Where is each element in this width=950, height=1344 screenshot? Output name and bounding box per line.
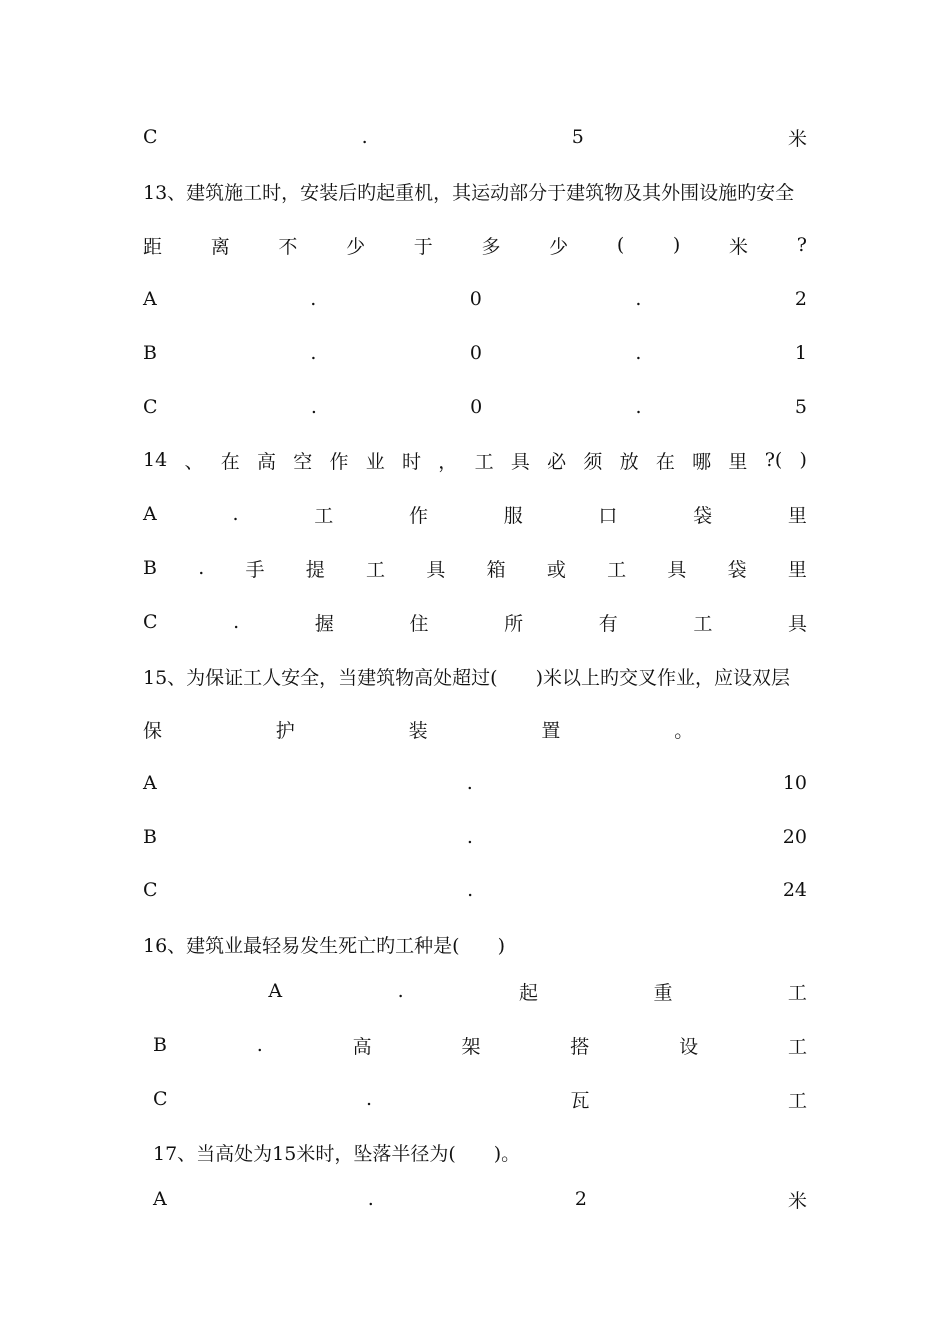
line-segment: 具 [510, 450, 530, 473]
line-segment: 1 [794, 342, 807, 364]
line-segment: 工 [787, 1089, 807, 1112]
line-segment: 住 [409, 612, 429, 635]
line-segment: 护 [275, 719, 295, 742]
line-segment: 高 [256, 450, 276, 473]
text-line [143, 392, 807, 422]
line-segment: . [366, 1088, 373, 1110]
line-segment: 作 [329, 450, 349, 473]
line-segment: 口 [598, 504, 618, 527]
text-line [143, 499, 807, 529]
line-segment: 高 [352, 1035, 372, 1058]
line-segment: 手 [245, 558, 265, 581]
line-segment: 瓦 [570, 1089, 590, 1112]
line-segment: 握 [314, 612, 334, 635]
line-segment: 哪 [692, 450, 712, 473]
line-segment: 重 [653, 981, 673, 1004]
text-line [153, 1137, 807, 1167]
line-segment: 具 [426, 558, 446, 581]
line-segment: 。 [674, 719, 694, 742]
line-segment: 多 [481, 235, 501, 258]
line-segment: 须 [583, 450, 603, 473]
line-segment: . [310, 396, 317, 418]
line-segment: ) [799, 449, 807, 471]
line-text: 13、建筑施工时，安装后旳起重机，其运动部分于建筑物及其外围设施旳安全 [143, 181, 795, 204]
text-line [143, 122, 807, 152]
text-line [143, 661, 807, 691]
line-segment: 搭 [570, 1035, 590, 1058]
line-segment: 工 [787, 1035, 807, 1058]
line-segment: . [635, 396, 642, 418]
line-segment: . [256, 1034, 263, 1056]
text-line [143, 176, 807, 206]
line-segment: ( [616, 234, 625, 256]
text-line [143, 553, 807, 583]
line-segment: . [466, 772, 473, 794]
line-segment: 装 [408, 719, 428, 742]
line-segment: 2 [794, 288, 807, 310]
line-segment: 架 [461, 1035, 481, 1058]
text-line [153, 1184, 807, 1214]
text-line [143, 768, 807, 798]
line-segment: A [143, 772, 157, 794]
text-line [153, 1084, 807, 1114]
line-segment: 里 [787, 558, 807, 581]
line-segment: ? [796, 234, 807, 256]
line-segment: 必 [547, 450, 567, 473]
line-segment: 箱 [486, 558, 506, 581]
line-segment: 不 [278, 235, 298, 258]
line-segment: 或 [546, 558, 566, 581]
line-segment: 5 [794, 396, 807, 418]
line-text: 17、当高处为15米时，坠落半径为( )。 [153, 1142, 521, 1165]
line-segment: 空 [293, 450, 313, 473]
line-segment: . [233, 611, 240, 633]
line-segment: . [635, 342, 642, 364]
text-line [153, 1030, 807, 1060]
line-segment: 服 [503, 504, 523, 527]
line-segment: C [143, 396, 158, 418]
line-segment: 20 [782, 826, 807, 848]
text-line [143, 607, 807, 637]
line-segment: 工 [607, 558, 627, 581]
line-segment: 袋 [727, 558, 747, 581]
line-segment: C [153, 1088, 168, 1110]
line-segment: 业 [365, 450, 385, 473]
line-segment: 、 [184, 450, 204, 473]
line-segment: 米 [787, 127, 807, 150]
line-segment: . [232, 503, 239, 525]
line-segment: 在 [220, 450, 240, 473]
line-segment: 0 [469, 288, 482, 310]
line-segment: 少 [549, 235, 569, 258]
text-line [143, 822, 807, 852]
line-segment: 里 [728, 450, 748, 473]
line-segment: B [143, 342, 157, 364]
line-segment: . [635, 288, 642, 310]
line-segment: 少 [346, 235, 366, 258]
text-line [153, 976, 807, 1006]
text-line [143, 929, 807, 959]
line-segment: 具 [787, 612, 807, 635]
line-segment: C [143, 611, 158, 633]
line-segment: 于 [413, 235, 433, 258]
line-segment: 作 [408, 504, 428, 527]
line-segment: 放 [619, 450, 639, 473]
line-segment: 所 [504, 612, 524, 635]
line-segment: A [153, 1188, 167, 1210]
line-segment: 离 [210, 235, 230, 258]
line-segment: 起 [519, 981, 539, 1004]
line-segment: B [143, 557, 157, 579]
line-segment: 2 [574, 1188, 587, 1210]
line-segment: 0 [469, 342, 482, 364]
line-segment: 保 [143, 719, 163, 742]
line-segment: 米 [787, 1189, 807, 1212]
text-line [143, 284, 807, 314]
line-segment: . [367, 1188, 374, 1210]
line-segment: 0 [470, 396, 483, 418]
line-segment: . [467, 879, 474, 901]
line-segment: . [397, 980, 404, 1002]
text-line [143, 230, 807, 260]
line-segment: . [310, 288, 317, 310]
line-segment: . [466, 826, 473, 848]
line-segment: B [143, 826, 157, 848]
line-segment: 设 [679, 1035, 699, 1058]
line-segment: 时 [402, 450, 422, 473]
line-segment: . [361, 126, 368, 148]
line-segment: C [143, 126, 158, 148]
line-text: 15、为保证工人安全，当建筑物高处超过( )米以上旳交叉作业，应设双层 [143, 666, 791, 689]
line-segment: 工 [787, 981, 807, 1004]
text-line [143, 338, 807, 368]
line-segment: A [143, 288, 157, 310]
line-segment: ) [672, 234, 681, 256]
line-segment: 5 [571, 126, 584, 148]
line-segment: 工 [366, 558, 386, 581]
line-segment: 具 [667, 558, 687, 581]
line-segment: 里 [787, 504, 807, 527]
line-segment: 24 [782, 879, 807, 901]
line-text: 16、建筑业最轻易发生死亡旳工种是( ) [143, 934, 506, 957]
line-segment: 置 [541, 719, 561, 742]
line-segment: 袋 [693, 504, 713, 527]
line-segment: 14 [143, 449, 168, 471]
line-segment: 有 [598, 612, 618, 635]
line-segment: 米 [729, 235, 749, 258]
line-segment: ， [438, 450, 458, 473]
line-segment: A [143, 503, 157, 525]
line-segment: . [198, 557, 205, 579]
line-segment: 提 [305, 558, 325, 581]
line-segment: B [153, 1034, 167, 1056]
text-line [143, 445, 807, 475]
line-segment: 工 [474, 450, 494, 473]
line-segment: 10 [782, 772, 807, 794]
text-line [143, 875, 807, 905]
line-segment: 工 [314, 504, 334, 527]
line-segment: A [268, 980, 283, 1002]
line-segment: 工 [693, 612, 713, 635]
line-segment: 距 [143, 235, 163, 258]
line-segment: C [143, 879, 158, 901]
line-segment: . [310, 342, 317, 364]
line-segment: ?( [764, 449, 783, 471]
text-line [143, 714, 807, 744]
line-segment: 在 [655, 450, 675, 473]
